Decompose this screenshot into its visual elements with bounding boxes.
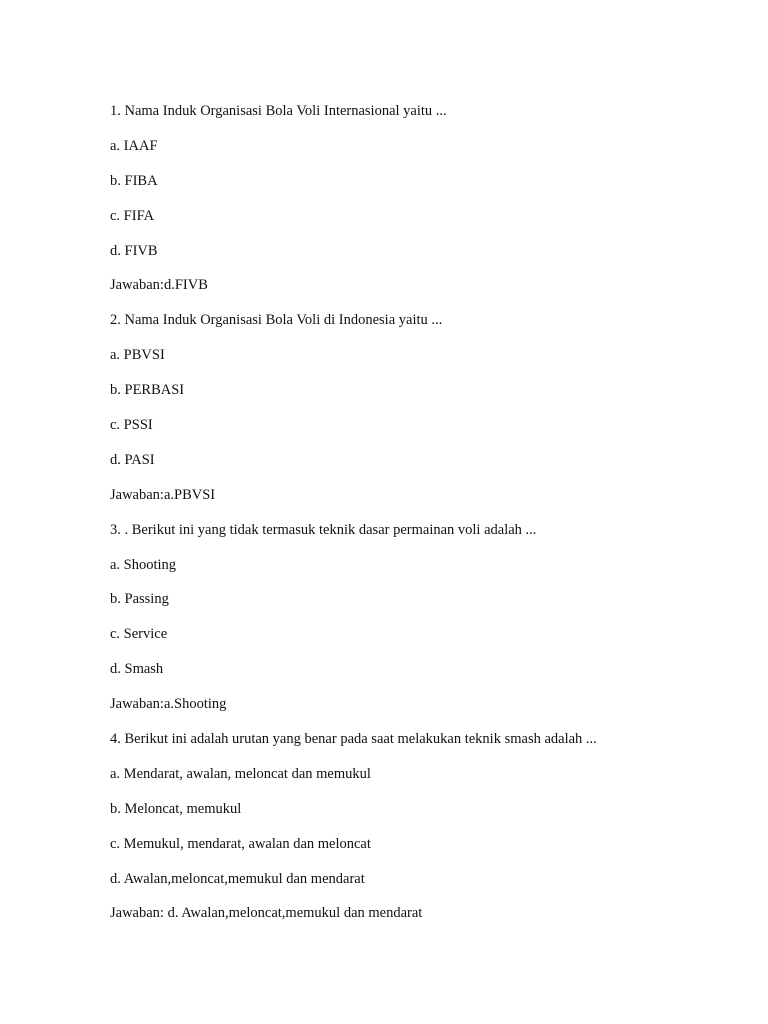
question-4-option-c: c. Memukul, mendarat, awalan dan meloncat — [110, 835, 371, 852]
question-2-option-c: c. PSSI — [110, 417, 153, 434]
question-1-option-d: d. FIVB — [110, 242, 158, 259]
question-3-option-a: a. Shooting — [110, 556, 177, 573]
question-3-option-b: b. Passing — [110, 591, 169, 608]
question-4-option-a: a. Mendarat, awalan, meloncat dan memukul — [110, 765, 371, 782]
question-3-option-d: d. Smash — [110, 661, 164, 678]
question-4-answer: Jawaban: d. Awalan,meloncat,memukul dan mendarat — [110, 905, 423, 922]
question-3-option-c: c. Service — [110, 626, 168, 643]
question-3: 3. . Berikut ini yang tidak termasuk teknik dasar permainan voli adalah ... — [110, 521, 537, 538]
question-1-option-b: b. FIBA — [110, 172, 158, 189]
question-2-answer: Jawaban:a.PBVSI — [110, 486, 216, 503]
document-content — [110, 101, 730, 938]
question-1: 1. Nama Induk Organisasi Bola Voli Internasional yaitu ... — [110, 103, 447, 119]
question-2-option-b: b. PERBASI — [110, 382, 185, 399]
question-1-answer: Jawaban:d.FIVB — [110, 277, 208, 294]
question-1-option-c: c. FIFA — [110, 207, 155, 224]
question-2-option-a: a. PBVSI — [110, 347, 165, 364]
question-1-option-a: a. IAAF — [110, 137, 158, 154]
question-3-answer: Jawaban:a.Shooting — [110, 696, 227, 713]
question-4-option-d: d. Awalan,meloncat,memukul dan mendarat — [110, 870, 365, 887]
question-2: 2. Nama Induk Organisasi Bola Voli di Indonesia yaitu ... — [110, 312, 443, 329]
question-4: 4. Berikut ini adalah urutan yang benar pada saat melakukan teknik smash adalah ... — [110, 731, 597, 748]
question-2-option-d: d. PASI — [110, 451, 155, 468]
question-4-option-b: b. Meloncat, memukul — [110, 800, 242, 817]
